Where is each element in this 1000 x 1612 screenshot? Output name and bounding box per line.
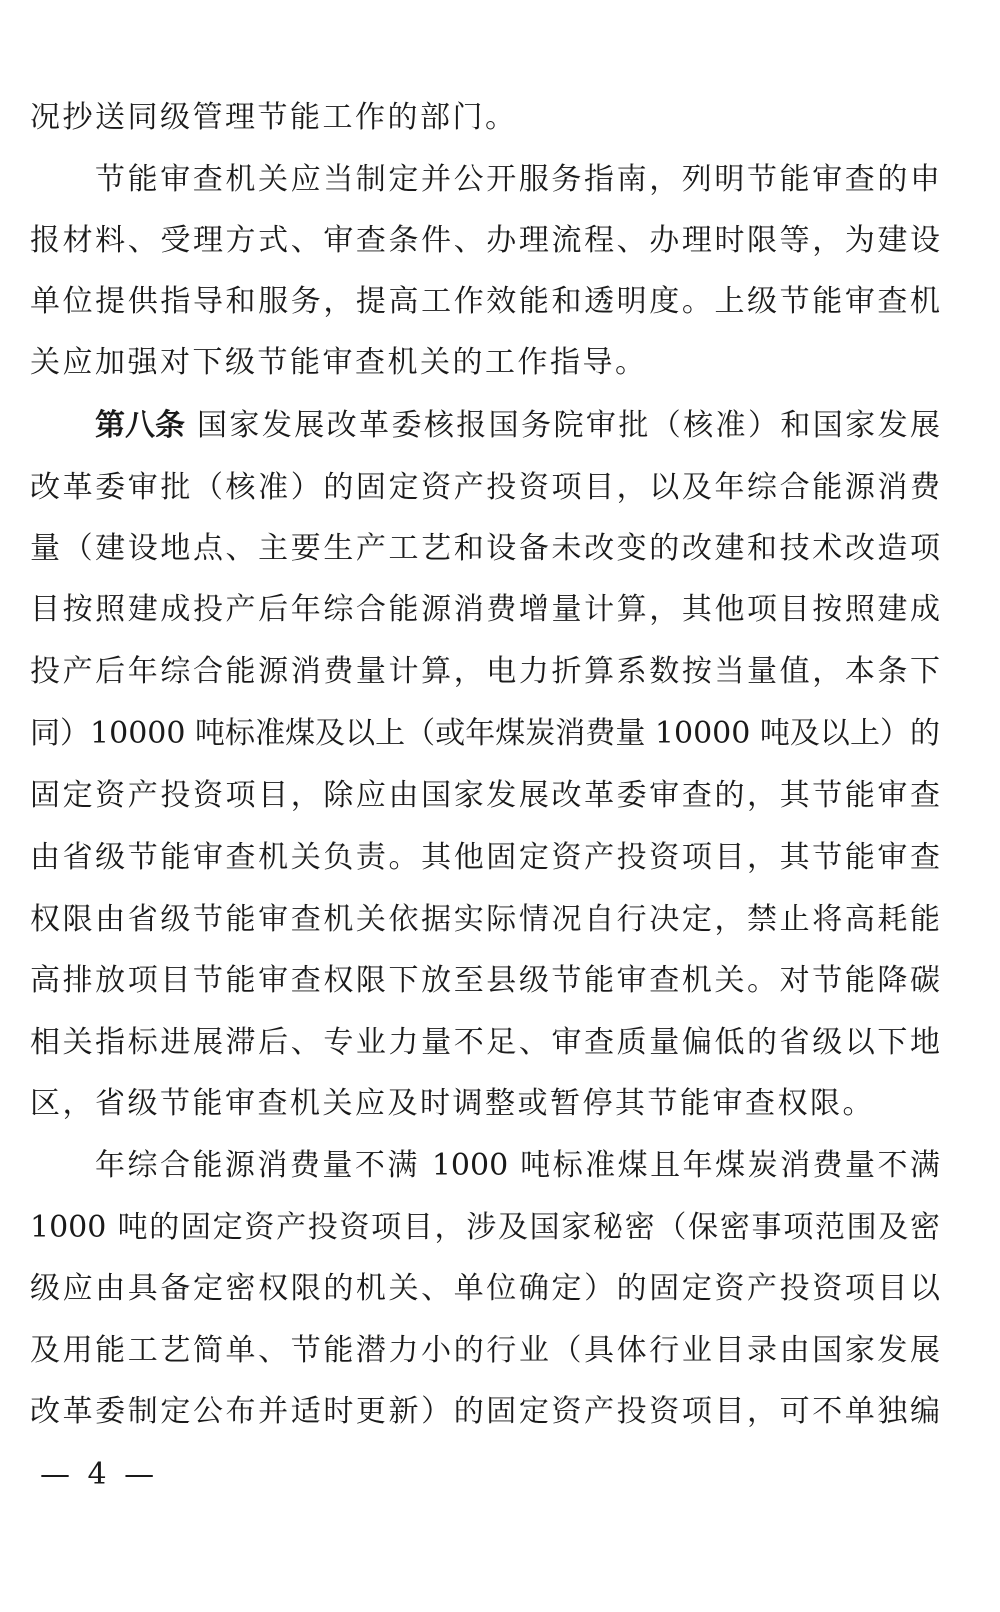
article-text: 国家发展改革委核报国务院审批（核准）和国家发展	[197, 408, 940, 443]
text-line: 1000 吨的固定资产投资项目，涉及国家秘密（保密事项范围及密	[30, 1210, 940, 1245]
text-line: 相关指标进展滞后、专业力量不足、审查质量偏低的省级以下地	[30, 1025, 940, 1060]
text-line: 级应由具备定密权限的机关、单位确定）的固定资产投资项目以	[30, 1271, 940, 1306]
text-line: 改革委制定公布并适时更新）的固定资产投资项目，可不单独编	[30, 1394, 940, 1429]
text-line	[95, 395, 940, 457]
text-line: 报材料、受理方式、审查条件、办理流程、办理时限等，为建设	[30, 223, 940, 258]
text-line: 目按照建成投产后年综合能源消费增量计算，其他项目按照建成	[30, 592, 940, 627]
text-line: 同）10000 吨标准煤及以上（或年煤炭消费量 10000 吨及以上）的	[30, 716, 940, 751]
text-line: 年综合能源消费量不满 1000 吨标准煤且年煤炭消费量不满	[95, 1148, 940, 1183]
text-line: 固定资产投资项目，除应由国家发展改革委审查的，其节能审查	[30, 778, 940, 813]
text-line: 量（建设地点、主要生产工艺和设备未改变的改建和技术改造项	[30, 531, 940, 566]
page-number: — 4 —	[40, 1457, 159, 1492]
text-line: 权限由省级节能审查机关依据实际情况自行决定，禁止将高耗能	[30, 902, 940, 937]
text-line: 单位提供指导和服务，提高工作效能和透明度。上级节能审查机	[30, 284, 940, 319]
text-line: 高排放项目节能审查权限下放至县级节能审查机关。对节能降碳	[30, 963, 940, 998]
text-line: 节能审查机关应当制定并公开服务指南，列明节能审查的申	[95, 162, 940, 197]
text-line: 改革委审批（核准）的固定资产投资项目，以及年综合能源消费	[30, 470, 940, 505]
text-line: 区，省级节能审查机关应及时调整或暂停其节能审查权限。	[30, 1086, 875, 1121]
text-line: 投产后年综合能源消费量计算，电力折算系数按当量值，本条下	[30, 654, 940, 689]
text-line: 由省级节能审查机关负责。其他固定资产投资项目，其节能审查	[30, 840, 940, 875]
text-line: 况抄送同级管理节能工作的部门。	[30, 100, 518, 135]
article-heading: 第八条	[95, 408, 185, 443]
text-line: 及用能工艺简单、节能潜力小的行业（具体行业目录由国家发展	[30, 1333, 940, 1368]
text-line: 关应加强对下级节能审查机关的工作指导。	[30, 345, 648, 380]
